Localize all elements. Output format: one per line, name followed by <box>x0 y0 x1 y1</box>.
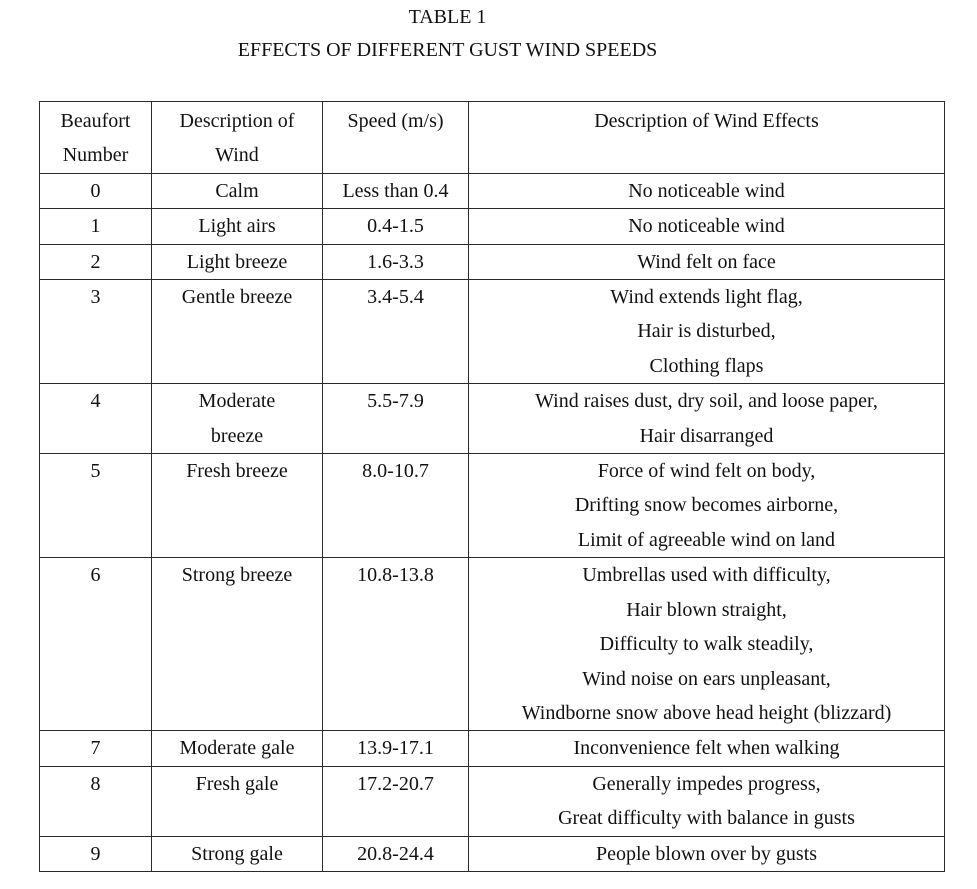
table-row <box>40 558 945 731</box>
table-row <box>40 731 945 766</box>
cell-text-line: Wind felt on face <box>637 250 776 273</box>
wind-description-cell <box>152 173 323 208</box>
header-line: Number <box>62 144 129 167</box>
beaufort-number-cell <box>40 558 152 731</box>
header-line: Beaufort <box>60 110 131 132</box>
cell-text-line: Strong gale <box>191 842 283 865</box>
table-body <box>40 173 945 871</box>
speed-cell <box>323 209 469 244</box>
cell-text-line: 1.6-3.3 <box>367 250 424 273</box>
wind-description-cell <box>152 280 323 384</box>
speed-cell <box>323 766 469 836</box>
cell-text-line: 3 <box>90 286 101 309</box>
wind-effects-cell <box>469 280 945 384</box>
cell-text-line: No noticeable wind <box>628 179 785 202</box>
speed-cell <box>323 731 469 766</box>
header-line: Wind <box>215 144 259 167</box>
cell-text-line: Gentle breeze <box>181 286 293 309</box>
header-line: Description of Wind Effects <box>594 110 819 132</box>
cell-text-line: Moderate gale <box>179 737 295 760</box>
speed-cell <box>323 280 469 384</box>
cell-text-line: Fresh breeze <box>186 460 288 483</box>
cell-text-line: 0.4-1.5 <box>367 215 424 238</box>
beaufort-number-cell <box>40 766 152 836</box>
cell-text-line: Limit of agreeable wind on land <box>577 528 836 551</box>
cell-text-line: Force of wind felt on body, <box>597 460 816 483</box>
table-row <box>40 173 945 208</box>
header-line: Speed (m/s) <box>347 110 444 132</box>
speed-cell <box>323 454 469 558</box>
wind-description-cell <box>152 766 323 836</box>
cell-text-line: Hair blown straight, <box>626 598 787 621</box>
table-header-row <box>40 102 945 174</box>
table-row <box>40 836 945 871</box>
wind-description-cell <box>152 731 323 766</box>
cell-text-line: No noticeable wind <box>628 215 785 238</box>
wind-effects-cell <box>469 173 945 208</box>
cell-text-line: People blown over by gusts <box>595 842 818 865</box>
cell-text-line: 2 <box>90 250 101 273</box>
beaufort-number-cell <box>40 384 152 454</box>
cell-text-line: Moderate <box>198 390 276 413</box>
cell-text-line: Wind extends light flag, <box>610 286 803 309</box>
wind-speed-table <box>39 101 945 872</box>
cell-text-line: 1 <box>90 215 101 238</box>
cell-text-line: Clothing flaps <box>649 354 764 377</box>
table-row <box>40 209 945 244</box>
cell-text-line: 0 <box>90 179 101 202</box>
beaufort-number-cell <box>40 731 152 766</box>
cell-text-line: Light breeze <box>186 250 288 273</box>
cell-text-line: Generally impedes progress, <box>592 772 821 795</box>
table-label: TABLE 1 <box>408 6 487 28</box>
wind-description-cell <box>152 558 323 731</box>
cell-text-line: 13.9-17.1 <box>357 737 434 760</box>
cell-text-line: Inconvenience felt when walking <box>573 737 840 760</box>
cell-text-line: 20.8-24.4 <box>357 842 434 865</box>
table-row <box>40 244 945 279</box>
wind-effects-cell <box>469 731 945 766</box>
cell-text-line: 5 <box>90 460 101 483</box>
header-wind-effects <box>469 102 945 174</box>
beaufort-number-cell <box>40 209 152 244</box>
speed-cell <box>323 558 469 731</box>
table-row <box>40 384 945 454</box>
cell-text-line: 8 <box>90 772 101 795</box>
cell-text-line: Less than 0.4 <box>342 179 449 202</box>
cell-text-line: Fresh gale <box>195 772 279 795</box>
beaufort-number-cell <box>40 836 152 871</box>
cell-text-line: Umbrellas used with difficulty, <box>582 564 831 587</box>
header-beaufort-number <box>40 102 152 174</box>
speed-cell <box>323 836 469 871</box>
wind-effects-cell <box>469 766 945 836</box>
wind-description-cell <box>152 384 323 454</box>
cell-text-line: 4 <box>90 390 101 413</box>
wind-effects-cell <box>469 384 945 454</box>
cell-text-line: Wind raises dust, dry soil, and loose paper, <box>535 390 878 413</box>
wind-effects-cell <box>469 558 945 731</box>
cell-text-line: 5.5-7.9 <box>367 390 424 413</box>
cell-text-line: 7 <box>90 737 101 760</box>
cell-text-line: Wind noise on ears unpleasant, <box>582 667 831 690</box>
wind-effects-cell <box>469 209 945 244</box>
table-row <box>40 454 945 558</box>
speed-cell <box>323 173 469 208</box>
wind-description-cell <box>152 454 323 558</box>
speed-cell <box>323 244 469 279</box>
cell-text-line: Strong breeze <box>181 564 293 587</box>
cell-text-line: 10.8-13.8 <box>357 564 434 587</box>
cell-text-line: 8.0-10.7 <box>362 460 429 483</box>
cell-text-line: Difficulty to walk steadily, <box>599 633 814 656</box>
cell-text-line: 17.2-20.7 <box>357 772 434 795</box>
beaufort-number-cell <box>40 454 152 558</box>
header-wind-description <box>152 102 323 174</box>
wind-effects-cell <box>469 454 945 558</box>
header-speed <box>323 102 469 174</box>
cell-text-line: Hair is disturbed, <box>637 320 776 343</box>
beaufort-number-cell <box>40 173 152 208</box>
cell-text-line: Windborne snow above head height (blizzard) <box>521 701 892 724</box>
cell-text-line: Hair disarranged <box>639 424 774 447</box>
wind-effects-cell <box>469 244 945 279</box>
cell-text-line: breeze <box>210 424 264 447</box>
cell-text-line: Light airs <box>198 215 276 238</box>
cell-text-line: Great difficulty with balance in gusts <box>558 807 855 830</box>
header-line: Description of <box>179 110 295 132</box>
cell-text-line: Calm <box>215 179 259 202</box>
cell-text-line: 9 <box>90 842 101 865</box>
table-row <box>40 766 945 836</box>
table-title: EFFECTS OF DIFFERENT GUST WIND SPEEDS <box>237 39 658 61</box>
cell-text-line: 6 <box>90 564 101 587</box>
cell-text-line: Drifting snow becomes airborne, <box>574 494 839 517</box>
wind-effects-cell <box>469 836 945 871</box>
beaufort-number-cell <box>40 244 152 279</box>
cell-text-line: 3.4-5.4 <box>367 286 424 309</box>
speed-cell <box>323 384 469 454</box>
table-row <box>40 280 945 384</box>
wind-description-cell <box>152 244 323 279</box>
beaufort-number-cell <box>40 280 152 384</box>
wind-description-cell <box>152 836 323 871</box>
wind-description-cell <box>152 209 323 244</box>
